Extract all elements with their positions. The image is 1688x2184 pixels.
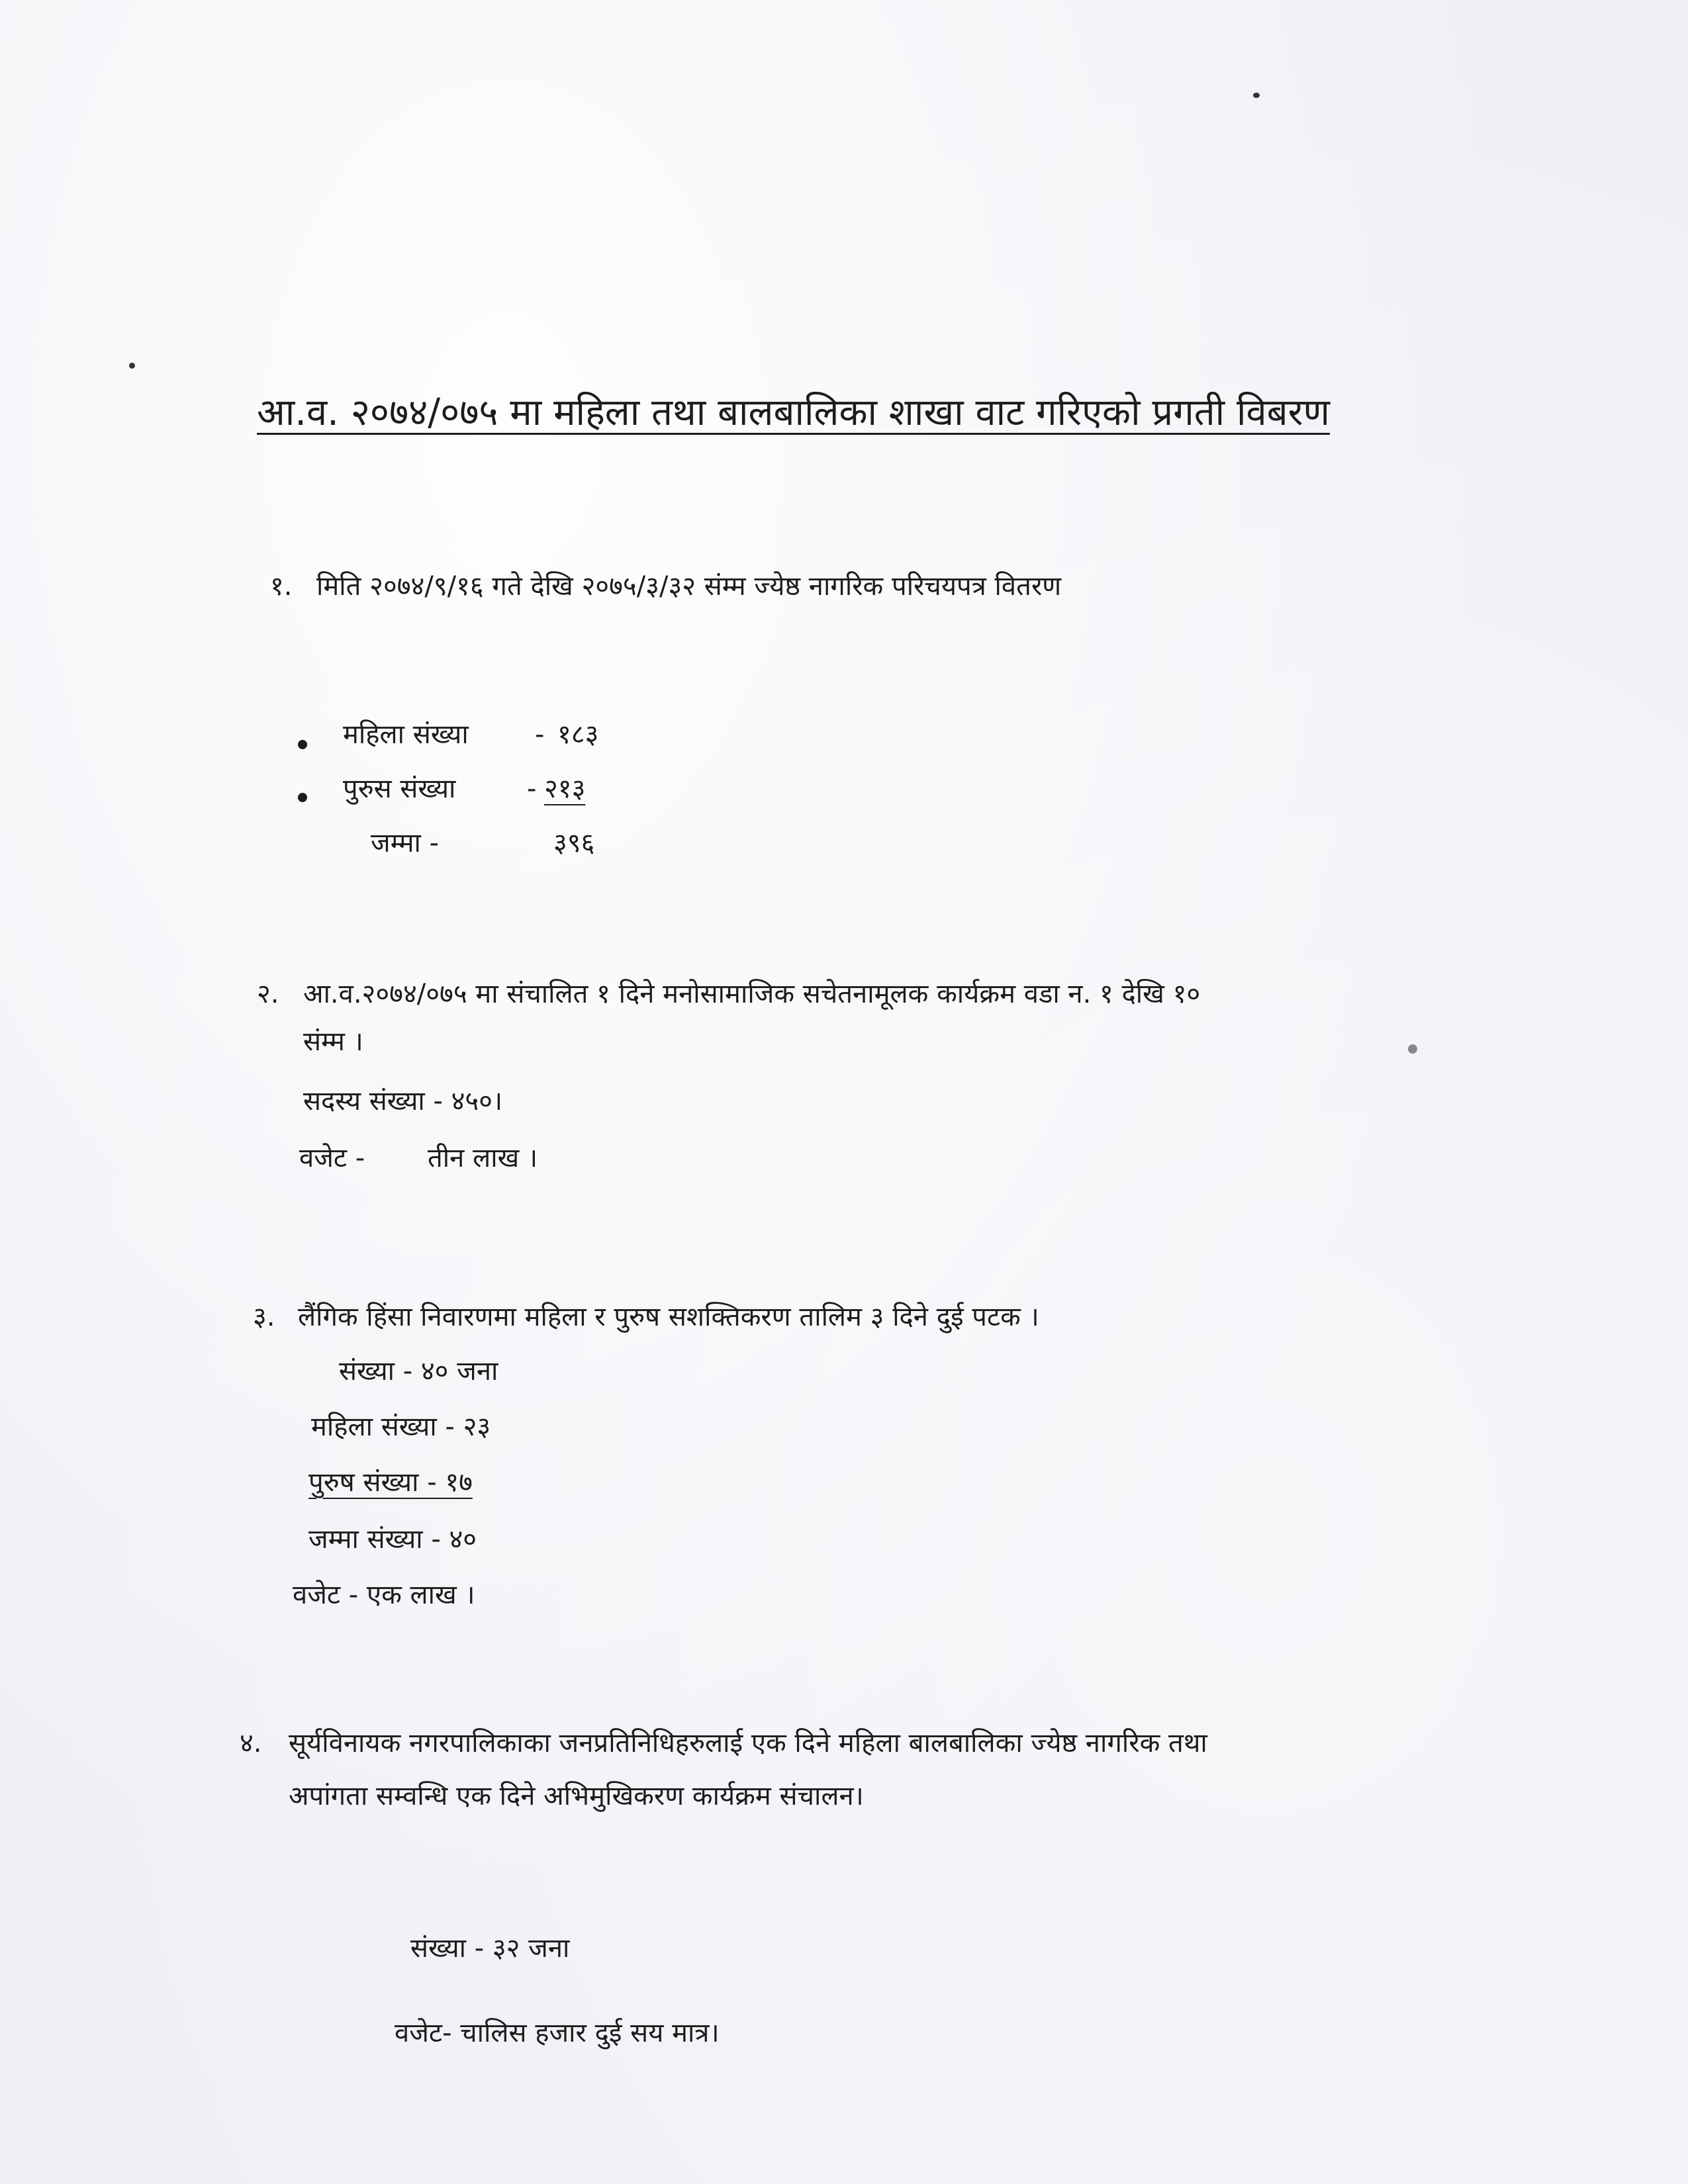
s1-women-sep: - [535,719,545,750]
s1-total-label: जम्मा - [371,828,440,858]
s1-women-value: १८३ [557,719,599,750]
s3-count: संख्या - ४० जना [339,1356,498,1387]
section1-number: १. [270,571,293,602]
ink-speck [1408,1044,1417,1054]
s2-budget-value: तीन लाख । [428,1143,538,1173]
bullet-icon [298,740,307,749]
section4-number: ४. [240,1728,262,1758]
s1-men-sep: - [527,774,537,804]
section1-text: मिति २०७४/९/१६ गते देखि २०७५/३/३२ संम्म ज्येष्ठ नागरिक परिचयपत्र वितरण [316,571,1062,602]
section2-number: २. [257,979,279,1009]
s2-budget-label: वजेट - [299,1143,365,1173]
section2-line1: आ.व.२०७४/०७५ मा संचालित १ दिने मनोसामाजिक सचेतनामूलक कार्यक्रम वडा न. १ देखि १० [303,979,1201,1009]
s1-women-label: महिला संख्या [343,719,469,750]
s2-members: सदस्य संख्या - ४५०। [303,1086,503,1116]
s1-total-value: ३९६ [553,828,595,858]
s4-budget: वजेट- चालिस हजार दुई सय मात्र। [395,2018,720,2048]
s3-women: महिला संख्या - २३ [311,1412,491,1442]
s3-men: पुरुष संख्या - १७ [308,1467,473,1498]
s1-men-label: पुरुस संख्या [343,774,456,804]
ink-speck [1253,93,1260,98]
section4-line1: सूर्यविनायक नगरपालिकाका जनप्रतिनिधिहरुलाई एक दिने महिला बालबालिका ज्येष्ठ नागरिक तथा [289,1728,1207,1758]
ink-speck [129,363,135,369]
page-title: आ.व. २०७४/०७५ मा महिला तथा बालबालिका शाखा वाट गरिएको प्रगती विबरण [257,391,1330,434]
bullet-icon [298,793,307,802]
s4-count: संख्या - ३२ जना [410,1933,570,1964]
section2-line2: संम्म । [303,1026,363,1057]
s1-men-value: २१३ [544,774,586,804]
s3-budget: वजेट - एक लाख । [293,1580,475,1610]
section3-number: ३. [253,1302,275,1332]
section3-text: लैंगिक हिंसा निवारणमा महिला र पुरुष सशक्तिकरण तालिम ३ दिने दुई पटक । [298,1302,1039,1332]
section4-line2: अपांगता सम्वन्धि एक दिने अभिमुखिकरण कार्यक्रम संचालन। [289,1781,864,1811]
s3-total: जम्मा संख्या - ४० [308,1524,477,1555]
